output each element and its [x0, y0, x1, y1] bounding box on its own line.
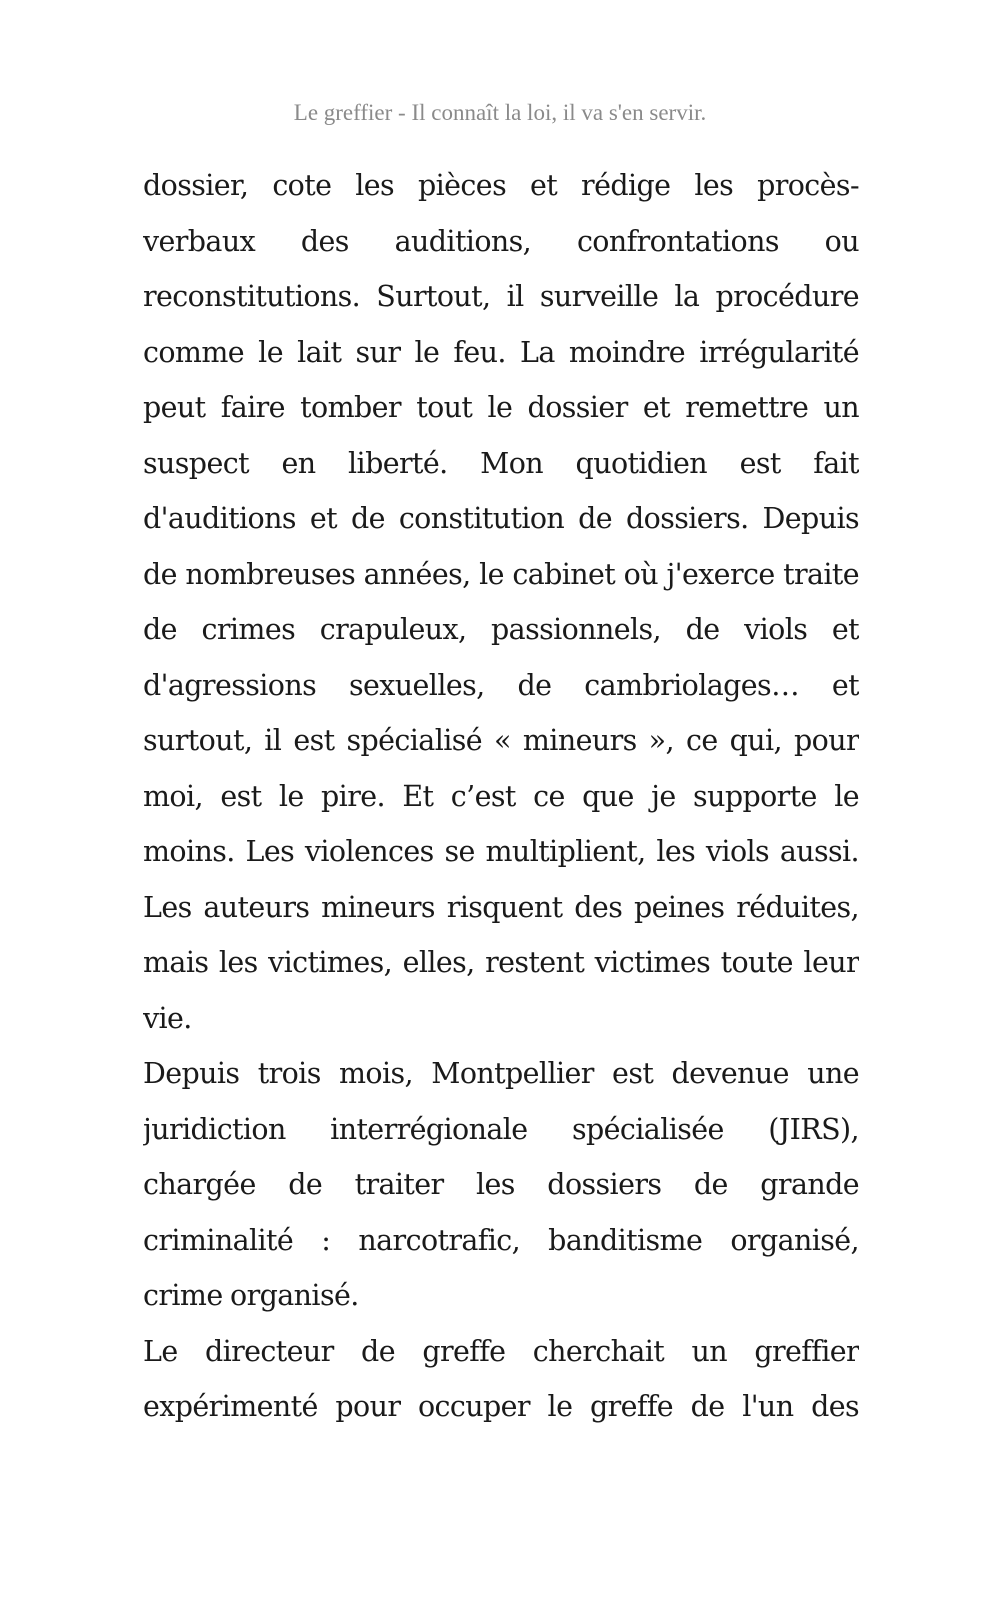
text-line: expérimenté pour occuper le greffe de l'un des — [143, 1390, 859, 1423]
text-line: dossier, cote les pièces et rédige les procès- — [143, 169, 859, 202]
text-line: vie. — [143, 1001, 192, 1035]
text-line: verbaux des auditions, confrontations ou — [143, 224, 859, 258]
text-line: mais les victimes, elles, restent victimes toute leur — [143, 946, 859, 979]
text-line: d'agressions sexuelles, de cambriolages… et — [143, 668, 859, 702]
text-line: crime organisé. — [143, 1279, 359, 1312]
text-line: Le directeur de greffe cherchait un greffier — [143, 1334, 859, 1368]
text-line: juridiction interrégionale spécialisée (JIRS), — [143, 1112, 859, 1146]
running-header: Le greffier - Il connaît la loi, il va s'en servir. — [293, 100, 707, 125]
text-line: peut faire tomber tout le dossier et remettre un — [143, 391, 859, 424]
text-line: reconstitutions. Surtout, il surveille la procédure — [143, 280, 859, 313]
text-line: surtout, il est spécialisé « mineurs », ce qui, pour — [143, 724, 859, 757]
body-text — [143, 158, 859, 1435]
text-line: moins. Les violences se multiplient, les viols aussi. — [143, 835, 859, 868]
text-line: moi, est le pire. Et c’est ce que je supporte le — [143, 779, 859, 813]
text-line: Depuis trois mois, Montpellier est devenue une — [143, 1057, 859, 1090]
text-line: d'auditions et de constitution de dossiers. Depuis — [143, 502, 859, 535]
text-line: de crimes crapuleux, passionnels, de viols et — [143, 613, 859, 646]
text-line: suspect en liberté. Mon quotidien est fait — [143, 446, 859, 480]
text-line: de nombreuses années, le cabinet où j'exerce traite — [143, 557, 859, 591]
text-line: comme le lait sur le feu. La moindre irrégularité — [143, 335, 859, 369]
text-line: chargée de traiter les dossiers de grande — [143, 1168, 859, 1201]
text-line: Les auteurs mineurs risquent des peines réduites, — [143, 890, 859, 924]
text-line: criminalité : narcotrafic, banditisme organisé, — [143, 1223, 859, 1257]
